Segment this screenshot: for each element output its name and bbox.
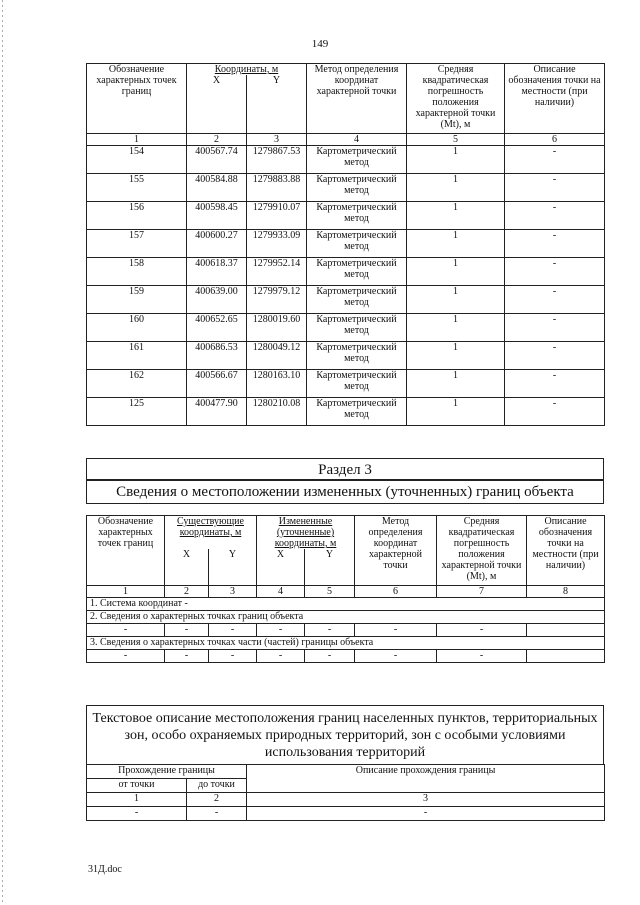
header-method: Метод определения координат характерной точки xyxy=(307,64,407,134)
table-row xyxy=(87,229,605,257)
cell-desc: - xyxy=(505,201,605,229)
cell-mt: 1 xyxy=(407,201,505,229)
cell-id: 157 xyxy=(87,229,187,257)
s3-header-error: Средняя квадратическая погрешность положения характерной точки (Mt), м xyxy=(437,516,527,586)
cell-y: 1279979.12 xyxy=(247,285,307,313)
cell-desc: - xyxy=(505,397,605,425)
s3-coord-system: 1. Система координат - xyxy=(87,597,605,610)
cell-desc: - xyxy=(505,285,605,313)
cell-id: 162 xyxy=(87,369,187,397)
table-row xyxy=(87,341,605,369)
passage-header: Прохождение границы xyxy=(87,765,247,779)
cell-desc: - xyxy=(505,229,605,257)
cell-id: 155 xyxy=(87,173,187,201)
cell-desc: - xyxy=(505,313,605,341)
header-x: X xyxy=(187,75,247,133)
cell-method: Картометрический метод xyxy=(307,313,407,341)
page-number: 149 xyxy=(311,38,329,50)
s3-header-y2: Y xyxy=(305,549,355,585)
cell-mt: 1 xyxy=(407,229,505,257)
cell-id: 158 xyxy=(87,257,187,285)
table-row xyxy=(87,369,605,397)
cell-x: 400477.90 xyxy=(187,397,247,425)
cell-y: 1280210.08 xyxy=(247,397,307,425)
cell-id: 160 xyxy=(87,313,187,341)
cell-id: 125 xyxy=(87,397,187,425)
cell-y: 1280049.12 xyxy=(247,341,307,369)
section3-subtitle: Сведения о местоположении измененных (уточненных) границ объекта xyxy=(86,480,604,504)
cell-mt: 1 xyxy=(407,397,505,425)
cell-y: 1280163.10 xyxy=(247,369,307,397)
table-row xyxy=(87,257,605,285)
cell-method: Картометрический метод xyxy=(307,173,407,201)
cell-desc: - xyxy=(505,369,605,397)
cell-mt: 1 xyxy=(407,285,505,313)
header-designation: Обозначение характерных точек границ xyxy=(87,64,187,134)
table-row xyxy=(87,313,605,341)
section3-title: Раздел 3 xyxy=(86,458,604,480)
s3-header-description: Описание обозначения точки на местности (при наличии) xyxy=(527,516,605,586)
header-error: Средняя квадратическая погрешность положения характерной точки (Mt), м xyxy=(407,64,505,134)
cell-mt: 1 xyxy=(407,341,505,369)
passage-description-header: Описание прохождения границы xyxy=(247,765,605,793)
table-row xyxy=(87,145,605,173)
s3-header-x1: X xyxy=(165,549,209,585)
s3-header-existing: Существующие координаты, м xyxy=(165,516,257,550)
cell-y: 1279883.88 xyxy=(247,173,307,201)
s3-header-changed: Измененные (уточненные) координаты, м xyxy=(257,516,355,550)
cell-method: Картометрический метод xyxy=(307,285,407,313)
cell-mt: 1 xyxy=(407,145,505,173)
changed-borders-table xyxy=(86,515,605,663)
s3-points-row: - - - - - - - xyxy=(87,623,605,636)
header-y: Y xyxy=(247,75,307,133)
cell-id: 161 xyxy=(87,341,187,369)
s3-parts-label: 3. Сведения о характерных точках части (частей) границы объекта xyxy=(87,636,605,649)
cell-mt: 1 xyxy=(407,257,505,285)
cell-x: 400686.53 xyxy=(187,341,247,369)
s3-header-designation: Обозначение характерных точек границ xyxy=(87,516,165,586)
cell-x: 400598.45 xyxy=(187,201,247,229)
cell-desc: - xyxy=(505,257,605,285)
s3-header-method: Метод определения координат характерной точки xyxy=(355,516,437,586)
cell-y: 1279867.53 xyxy=(247,145,307,173)
cell-method: Картометрический метод xyxy=(307,257,407,285)
cell-mt: 1 xyxy=(407,313,505,341)
cell-method: Картометрический метод xyxy=(307,369,407,397)
coordinates-table xyxy=(86,63,605,426)
table-row xyxy=(87,397,605,425)
table-row xyxy=(87,201,605,229)
cell-y: 1279910.07 xyxy=(247,201,307,229)
cell-x: 400584.88 xyxy=(187,173,247,201)
cell-method: Картометрический метод xyxy=(307,397,407,425)
from-point-header: от точки xyxy=(87,779,187,793)
cell-mt: 1 xyxy=(407,173,505,201)
to-point-header: до точки xyxy=(187,779,247,793)
cell-y: 1280019.60 xyxy=(247,313,307,341)
cell-id: 154 xyxy=(87,145,187,173)
column-numbers: 1 2 3 4 5 6 xyxy=(87,133,605,145)
cell-x: 400566.67 xyxy=(187,369,247,397)
text-column-numbers: 1 2 3 xyxy=(87,793,605,807)
text-description-table xyxy=(86,764,605,821)
cell-id: 159 xyxy=(87,285,187,313)
s3-parts-row: - - - - - - - xyxy=(87,649,605,662)
cell-mt: 1 xyxy=(407,369,505,397)
s3-header-y1: Y xyxy=(209,549,257,585)
cell-x: 400567.74 xyxy=(187,145,247,173)
scan-edge xyxy=(2,0,3,905)
cell-method: Картометрический метод xyxy=(307,145,407,173)
header-description: Описание обозначения точки на местности (при наличии) xyxy=(505,64,605,134)
s3-column-numbers: 1 2 3 4 5 6 7 8 xyxy=(87,585,605,597)
cell-method: Картометрический метод xyxy=(307,341,407,369)
text-description-title: Текстовое описание местоположения границ населенных пунктов, территориальных зон, особо охраняемых природных территорий, зон с особыми условиями использования территорий xyxy=(86,705,604,765)
cell-method: Картометрический метод xyxy=(307,229,407,257)
header-coords: Координаты, м xyxy=(187,64,307,76)
cell-desc: - xyxy=(505,145,605,173)
cell-desc: - xyxy=(505,341,605,369)
file-name: 31Д.doc xyxy=(88,864,122,875)
cell-desc: - xyxy=(505,173,605,201)
cell-x: 400652.65 xyxy=(187,313,247,341)
cell-x: 400639.00 xyxy=(187,285,247,313)
cell-method: Картометрический метод xyxy=(307,201,407,229)
cell-y: 1279952.14 xyxy=(247,257,307,285)
text-row: - - - xyxy=(87,807,605,821)
cell-x: 400618.37 xyxy=(187,257,247,285)
cell-x: 400600.27 xyxy=(187,229,247,257)
s3-points-label: 2. Сведения о характерных точках границ объекта xyxy=(87,610,605,623)
cell-y: 1279933.09 xyxy=(247,229,307,257)
table-row xyxy=(87,285,605,313)
table-row xyxy=(87,173,605,201)
s3-header-x2: X xyxy=(257,549,305,585)
cell-id: 156 xyxy=(87,201,187,229)
